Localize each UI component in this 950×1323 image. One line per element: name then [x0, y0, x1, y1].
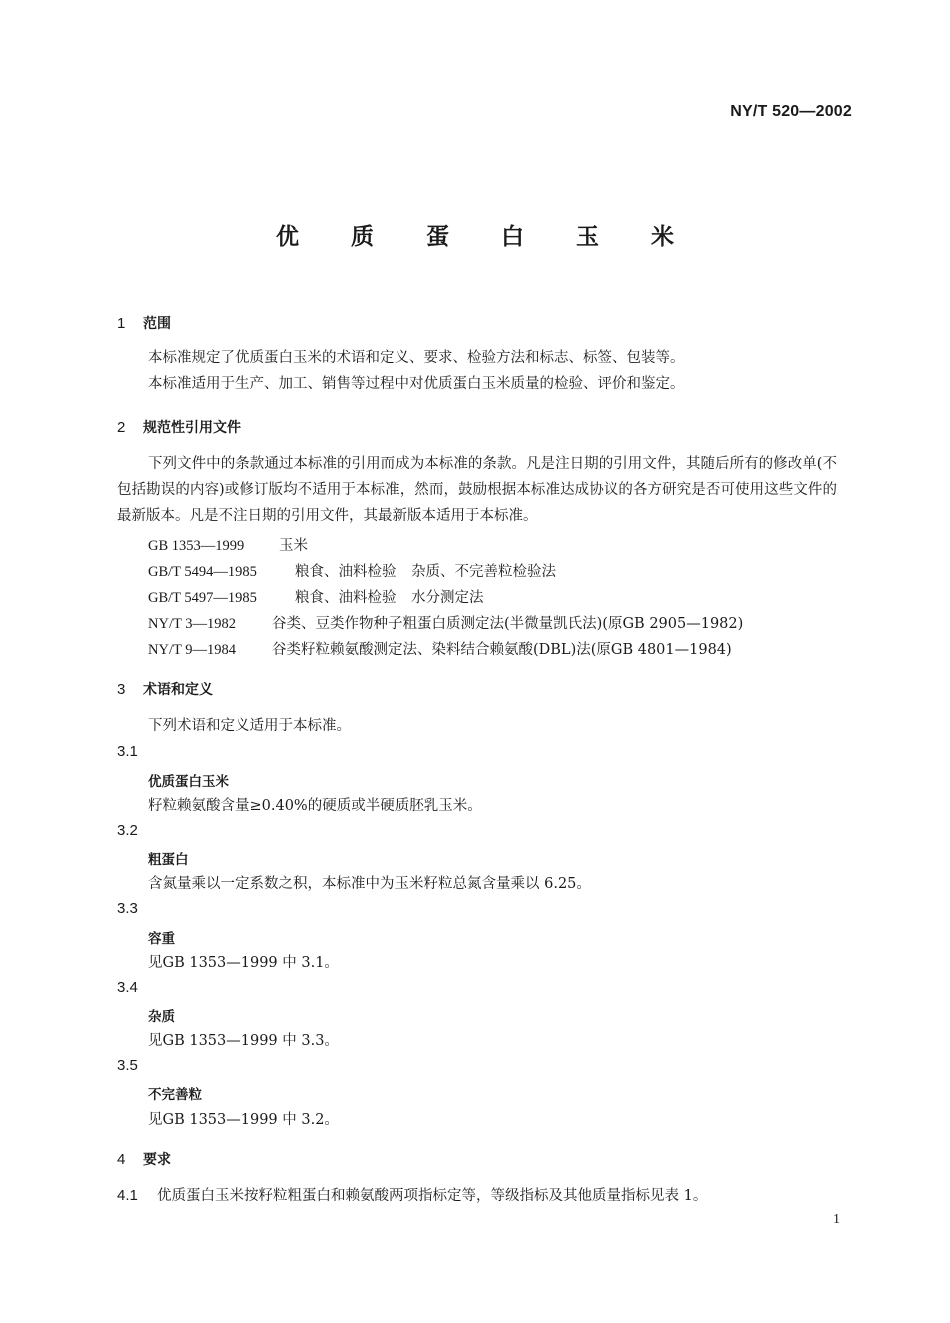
- reference-title: 粮食、油料检验 水分测定法: [295, 590, 484, 606]
- reference-code: GB 1353—1999: [148, 538, 245, 554]
- reference-code: GB/T 5494—1985: [148, 564, 257, 580]
- section-1-heading: [117, 313, 171, 333]
- term-name: 不完善粒: [148, 1087, 202, 1103]
- section-title: 规范性引用文件: [143, 420, 241, 436]
- term-name: 杂质: [148, 1009, 175, 1025]
- section-number: 4: [117, 1151, 126, 1168]
- term-definition: 见GB 1353—1999 中 3.2。: [148, 1112, 339, 1128]
- paragraph: 下列术语和定义适用于本标准。: [148, 718, 351, 734]
- paragraph: 本标准适用于生产、加工、销售等过程中对优质蛋白玉米质量的检验、评价和鉴定。: [148, 376, 685, 392]
- term-name: 容重: [148, 931, 175, 947]
- section-title: 要求: [143, 1152, 171, 1168]
- term-number: 3.2: [117, 822, 138, 839]
- section-title: 范围: [143, 316, 171, 332]
- section-2-heading: [117, 417, 241, 437]
- term-number: 3.3: [117, 900, 138, 917]
- reference-code: NY/T 3—1982: [148, 616, 236, 632]
- reference-title: 谷类、豆类作物种子粗蛋白质测定法(半微量凯氏法)(原GB 2905—1982): [272, 616, 744, 632]
- document-title: 优 质 蛋 白 玉 米: [275, 224, 697, 250]
- term-number: 3.5: [117, 1057, 138, 1074]
- reference-title: 玉米: [279, 538, 308, 554]
- reference-item: [148, 612, 743, 633]
- clause-number: 4.1: [117, 1187, 138, 1204]
- requirement-clause: [117, 1184, 707, 1205]
- term-definition: 见GB 1353—1999 中 3.1。: [148, 955, 339, 971]
- reference-item: [148, 560, 556, 581]
- clause-text: 优质蛋白玉米按籽粒粗蛋白和赖氨酸两项指标定等，等级指标及其他质量指标见表 1。: [157, 1188, 708, 1204]
- term-name: 粗蛋白: [148, 852, 189, 868]
- term-definition: 见GB 1353—1999 中 3.3。: [148, 1033, 339, 1049]
- section-number: 2: [117, 419, 126, 436]
- reference-title: 粮食、油料检验 杂质、不完善粒检验法: [295, 564, 556, 580]
- reference-code: GB/T 5497—1985: [148, 590, 257, 606]
- term-definition: 含氮量乘以一定系数之积，本标准中为玉米籽粒总氮含量乘以 6.25。: [148, 876, 591, 892]
- reference-item: [148, 586, 484, 607]
- term-number: 3.1: [117, 743, 138, 760]
- section-number: 3: [117, 681, 126, 698]
- intro-paragraph: 下列文件中的条款通过本标准的引用而成为本标准的条款。凡是注日期的引用文件，其随后所有的修改单(不包括勘误的内容)或修订版均不适用于本标准，然而，鼓励根据本标准达成协议的各方研究是否可使用这些文件的最新版本。凡是不注日期的引用文件，其最新版本适用于本标准。: [117, 456, 837, 524]
- page-number: 1: [833, 1212, 840, 1227]
- section-4-heading: [117, 1149, 171, 1169]
- standard-code: NY/T 520—2002: [730, 103, 852, 120]
- reference-code: NY/T 9—1984: [148, 642, 236, 658]
- paragraph: 本标准规定了优质蛋白玉米的术语和定义、要求、检验方法和标志、标签、包装等。: [148, 350, 685, 366]
- section-3-heading: [117, 679, 213, 699]
- term-definition: 籽粒赖氨酸含量≥0.40%的硬质或半硬质胚乳玉米。: [148, 798, 482, 814]
- reference-title: 谷类籽粒赖氨酸测定法、染料结合赖氨酸(DBL)法(原GB 4801—1984): [272, 642, 732, 658]
- term-name: 优质蛋白玉米: [148, 774, 229, 790]
- section-title: 术语和定义: [143, 682, 213, 698]
- section-number: 1: [117, 315, 126, 332]
- reference-item: [148, 638, 732, 659]
- reference-item: [148, 534, 308, 555]
- term-number: 3.4: [117, 979, 138, 996]
